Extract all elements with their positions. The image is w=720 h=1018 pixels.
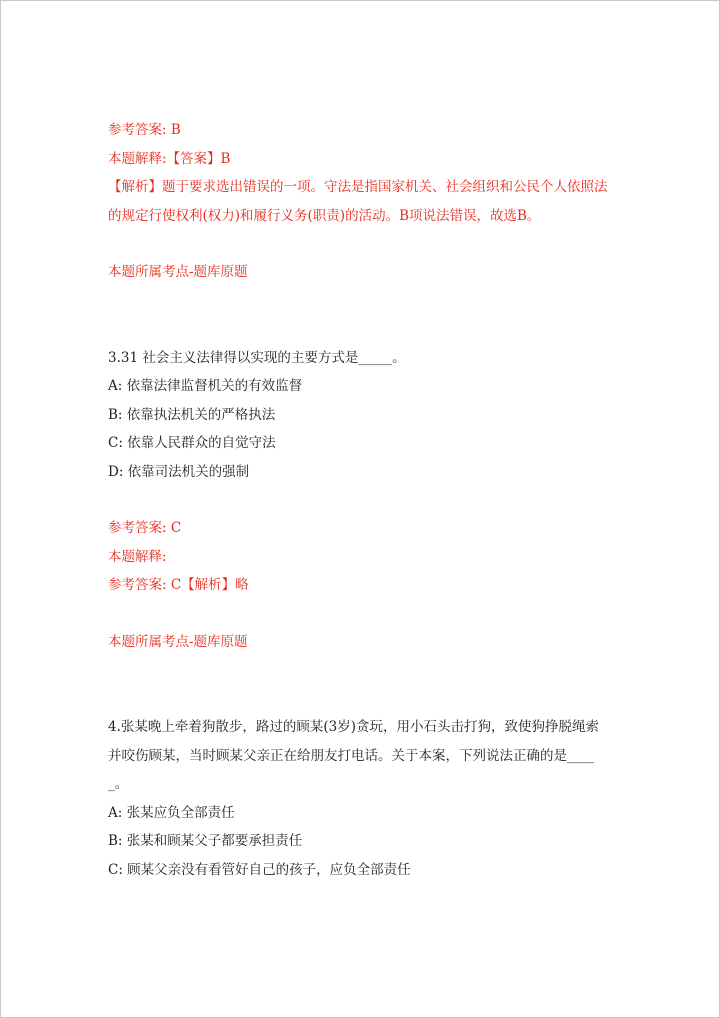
option-a: A: 张某应负全部责任: [108, 804, 235, 821]
option-b: B: 张某和顾某父子都要承担责任: [108, 833, 303, 849]
answer-line: 参考答案: C: [108, 520, 182, 536]
source-note: 本题所属考点-题库原题: [108, 264, 248, 280]
option-d: D: 依靠司法机关的强制: [108, 463, 250, 480]
option-c: C: 依靠人民群众的自觉守法: [108, 435, 276, 451]
explanation-body: 参考答案: C【解析】略: [108, 577, 249, 593]
answer-line: 参考答案: B: [108, 122, 181, 138]
explanation-title: 本题解释:: [108, 548, 167, 565]
question-stem: 4.张某晚上牵着狗散步，路过的顾某(3岁)贪玩，用小石头击打狗，致使狗挣脱绳索并咬伤顾某，当时顾某父亲正在给朋友打电话。关于本案，下列说法正确的是_____。: [108, 719, 600, 792]
explanation-title: 本题解释:【答案】B: [108, 150, 231, 167]
option-a: A: 依靠法律监督机关的有效监督: [108, 378, 303, 394]
question-stem: 3.31 社会主义法律得以实现的主要方式是_____。: [108, 349, 406, 366]
explanation-body: 【解析】题于要求选出错误的一项。守法是指国家机关、社会组织和公民个人依照法的规定行使权利(权力)和履行义务(职责)的活动。B项说法错误，故选B。: [108, 179, 608, 224]
option-b: B: 依靠执法机关的严格执法: [108, 406, 276, 423]
source-note: 本题所属考点-题库原题: [108, 633, 248, 650]
option-c: C: 顾某父亲没有看管好自己的孩子，应负全部责任: [108, 861, 411, 878]
document-content: [108, 116, 608, 884]
